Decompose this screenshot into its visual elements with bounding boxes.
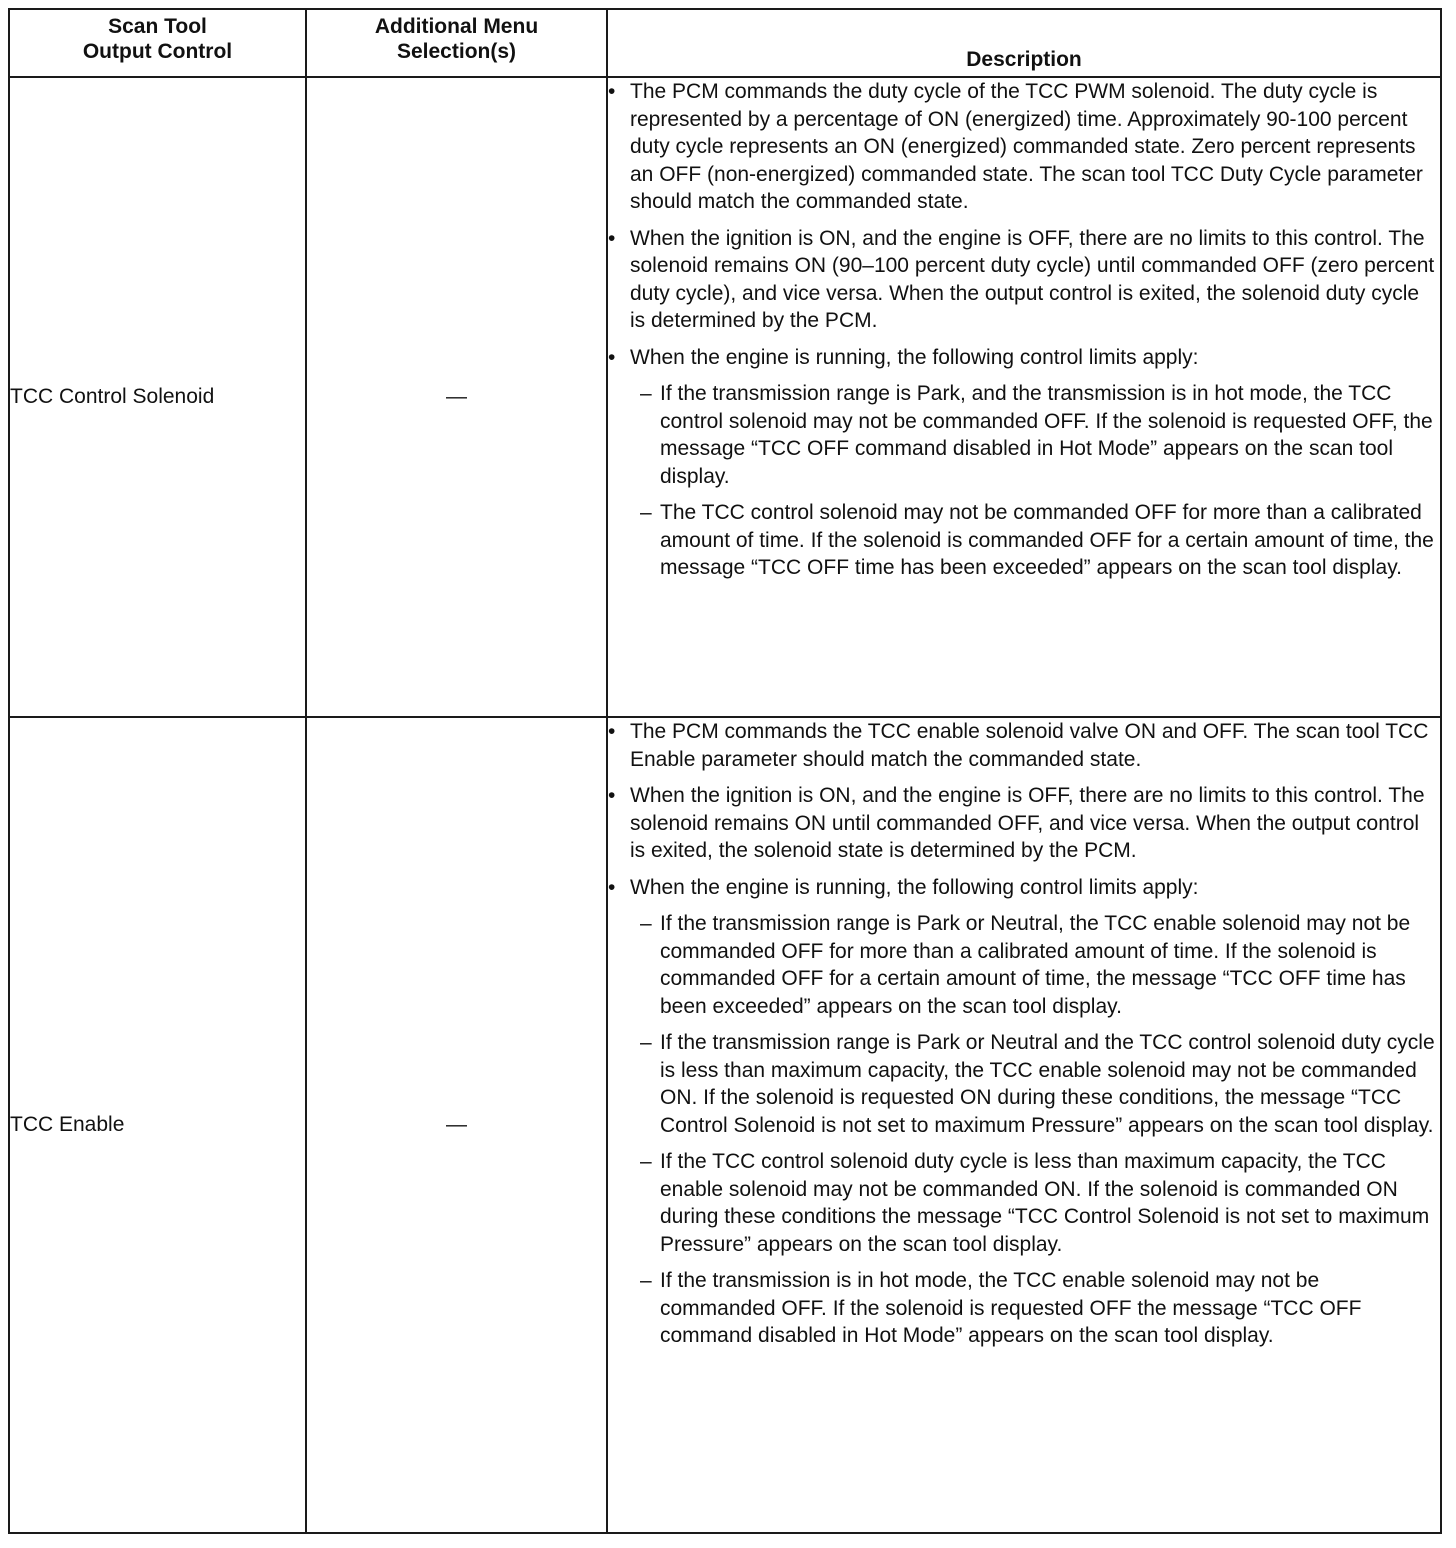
sub-text: If the transmission range is Park, and the transmission is in hot mode, the TCC control solenoid may not be commanded OFF. If the solenoid is requested OFF, the message “TCC OFF command disabled in Hot Mode” appears on the scan tool display. xyxy=(660,382,1433,488)
dash-icon: – xyxy=(640,382,652,405)
sub-text: If the TCC control solenoid duty cycle is less than maximum capacity, the TCC enable solenoid may not be commanded ON. If the solenoid is commanded ON during these conditions the message “TCC Control Solenoid is not set to maximum Pressure” appears on the scan tool display. xyxy=(660,1150,1430,1256)
bullet-item xyxy=(608,874,1440,902)
bullet-icon: • xyxy=(608,345,616,369)
sub-text: If the transmission range is Park or Neutral and the TCC control solenoid duty cycle is less than maximum capacity, the TCC enable solenoid may not be commanded ON. If the solenoid is requested ON during these conditions, the message “TCC Control Solenoid is not set to maximum Pressure” appears on the scan tool display. xyxy=(660,1031,1435,1137)
sub-text: If the transmission range is Park or Neutral, the TCC enable solenoid may not be commanded OFF for more than a calibrated amount of time. If the solenoid is commanded OFF for a certain amount of time, the message “TCC OFF time has been exceeded” appears on the scan tool display. xyxy=(660,912,1411,1018)
header-col1-line2: Output Control xyxy=(82,40,233,63)
dash-icon: – xyxy=(640,912,652,935)
bullet-icon: • xyxy=(608,720,616,743)
bullet-icon: • xyxy=(608,226,616,250)
sub-item xyxy=(608,910,1440,1020)
bullet-icon: • xyxy=(608,784,616,807)
table-row xyxy=(9,77,1441,717)
bullet-item xyxy=(608,78,1440,216)
header-additional-menu-selections xyxy=(306,9,607,77)
bullet-text: When the engine is running, the following control limits apply: xyxy=(630,345,1199,369)
menu-selection: — xyxy=(306,77,607,717)
output-control-table xyxy=(8,8,1442,1534)
header-col1-line1: Scan Tool xyxy=(108,15,207,38)
menu-selection: — xyxy=(306,717,607,1533)
sub-text: The TCC control solenoid may not be commanded OFF for more than a calibrated amount of time. If the solenoid is commanded OFF for a certain amount of time, the message “TCC OFF time has been exceeded” appears on the scan tool display. xyxy=(660,501,1434,579)
table-header-row xyxy=(9,9,1441,77)
header-col3: Description xyxy=(966,48,1082,71)
bullet-text: When the ignition is ON, and the engine is OFF, there are no limits to this control. The solenoid remains ON (90–100 percent duty cycle) until commanded OFF (zero percent duty cycle), and vice versa. When the output control is exited, the solenoid duty cycle is determined by the PCM. xyxy=(630,226,1435,332)
bullet-text: The PCM commands the TCC enable solenoid valve ON and OFF. The scan tool TCC Enable parameter should match the commanded state. xyxy=(630,720,1429,771)
bullet-text: The PCM commands the duty cycle of the TCC PWM solenoid. The duty cycle is represented by a percentage of ON (energized) time. Approximately 90-100 percent duty cycle represents an ON (energized) commanded state. Zero percent represents an OFF (non-energized) commanded state. The scan tool TCC Duty Cycle parameter should match the commanded state. xyxy=(630,80,1423,213)
header-scan-tool-output-control xyxy=(9,9,306,77)
sub-text: If the transmission is in hot mode, the TCC enable solenoid may not be commanded OFF. If the solenoid is requested OFF the message “TCC OFF command disabled in Hot Mode” appears on the scan tool display. xyxy=(660,1269,1362,1347)
header-col2-line1: Additional Menu xyxy=(374,15,539,38)
description-cell xyxy=(607,717,1441,1533)
header-description xyxy=(607,9,1441,77)
bullet-item xyxy=(608,782,1440,865)
output-control-name: TCC Enable xyxy=(9,717,306,1533)
bullet-item xyxy=(608,225,1440,335)
bullet-text: When the engine is running, the following control limits apply: xyxy=(630,875,1199,899)
dash-icon: – xyxy=(640,1031,652,1054)
sub-item xyxy=(608,1267,1440,1350)
sub-item xyxy=(608,499,1440,582)
bullet-item xyxy=(608,718,1440,773)
bullet-text: When the ignition is ON, and the engine is OFF, there are no limits to this control. The solenoid remains ON until commanded OFF, and vice versa. When the output control is exited, the solenoid state is determined by the PCM. xyxy=(630,784,1425,862)
sub-item xyxy=(608,380,1440,490)
dash-icon: – xyxy=(640,501,652,524)
sub-item xyxy=(608,1029,1440,1139)
dash-icon: – xyxy=(640,1269,652,1292)
output-control-name: TCC Control Solenoid xyxy=(9,77,306,717)
description-cell xyxy=(607,77,1441,717)
bullet-icon: • xyxy=(608,80,616,103)
bullet-item xyxy=(608,344,1440,372)
dash-icon: – xyxy=(640,1150,652,1173)
sub-item xyxy=(608,1148,1440,1258)
bullet-icon: • xyxy=(608,875,616,899)
header-col2-line2: Selection(s) xyxy=(396,40,517,63)
table-row xyxy=(9,717,1441,1533)
